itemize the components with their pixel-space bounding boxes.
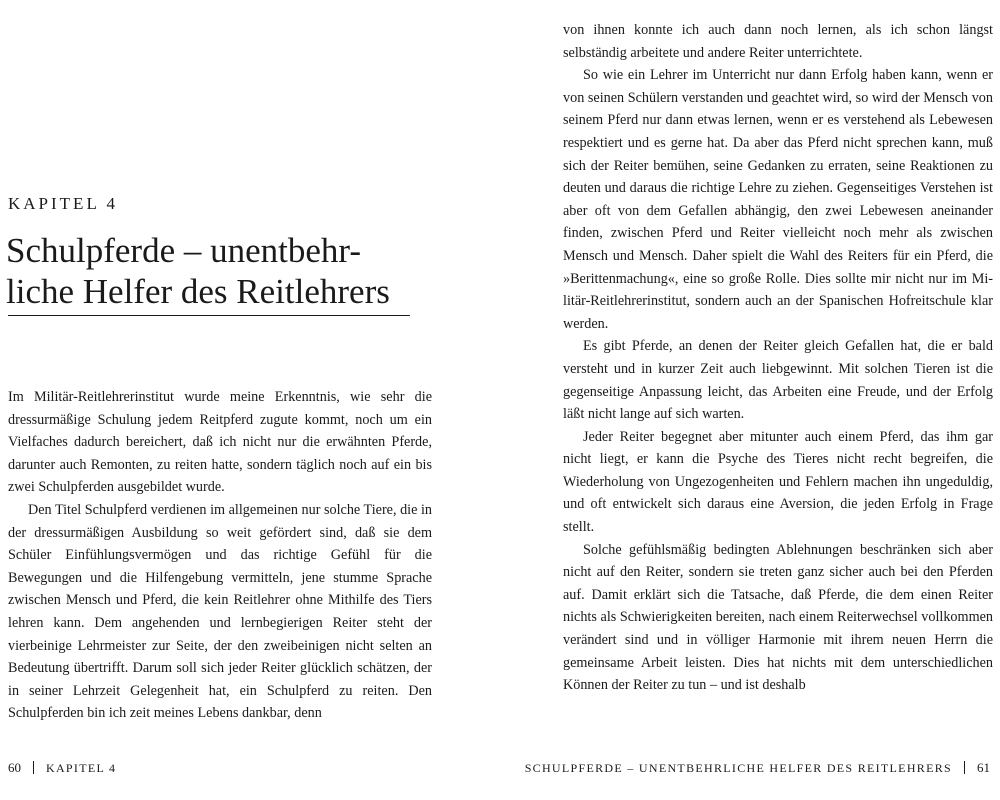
paragraph: Im Militär-Reitlehrerinstitut wurde meine Erkenntnis, wie sehr die dressurmäßige Schulung jedem Reitpferd zugute kommt, noch um ein Vielfaches dadurch bereichert, daß ich nicht nur die erwähnten Pferde, darunter auch Remonten, zu reiten hatte, sondern täglich noch auf ein bis zwei Schulpferden ausgebildet wurde. [8, 389, 432, 496]
paragraph: Es gibt Pferde, an denen der Reiter gleich Gefallen hat, die er bald versteht und in kurzer Zeit auch liebgewinnt. Mit solchen Tieren ist die gegenseitige Anpassung leicht, das Arbeiten eine Freude, und der Erfolg läßt nicht lange auf sich warten. [563, 338, 993, 423]
running-head: KAPITEL 4 [46, 761, 117, 775]
right-footer [525, 760, 990, 776]
chapter-title-line: liche Helfer des Reitlehrers [6, 272, 390, 311]
chapter-label: KAPITEL 4 [8, 194, 118, 213]
page-number: 61 [977, 760, 990, 775]
left-footer [8, 760, 116, 776]
page-number: 60 [8, 760, 21, 775]
chapter-title [6, 230, 426, 312]
paragraph: von ihnen konnte ich auch dann noch lernen, als ich schon längst selbständig arbeitete und andere Reiter unterrichtete. [563, 22, 993, 61]
running-head: SCHULPFERDE – UNENTBEHRLICHE HELFER DES REITLEHRERS [524, 761, 952, 775]
right-body-text [563, 19, 993, 697]
right-page [500, 0, 1000, 800]
title-underline [8, 315, 410, 316]
paragraph: So wie ein Lehrer im Unterricht nur dann Erfolg haben kann, wenn er von seinen Schülern verstanden und geachtet wird, so wird der Mensch von seinem Pferd nur dann etwas lernen, wenn er es verstehend als Lebewesen respektiert und es gerne hat. Da aber das Pferd nicht sprechen kann, muß sich der Reiter bemühen, seine Gedanken zu erraten, seine Reaktionen zu deuten und daraus die richtige Lehre zu ziehen. Gegenseitiges Verstehen ist aber oft von dem Gefallen abhängig, den zwei Lebewesen aneinander finden, zwischen Pferd und Reiter vielleicht noch mehr als zwischen Mensch und Mensch. Daher spielt die Wahl des Reiters für ein Pferd, die »Berittenmachung«, eine so große Rolle. Dies sollte mir nicht nur im Militär-Reitlehrerinstitut, sondern auch an der Spanischen Hofreitschule klar werden. [563, 67, 993, 332]
paragraph: Solche gefühlsmäßig bedingten Ablehnungen beschränken sich aber nicht auf den Reiter, sondern sie treten ganz sicher auch bei den Pferden auf. Damit erklärt sich die Tatsache, daß Pferde, die dem einen Reiter nichts als Schwierigkeiten bereiten, nach einem Reiterwechsel vollkommen verändert sind und in völliger Harmonie mit ihrem neuen Herrn die gemeinsame Arbeit leisten. Dies hat nichts mit dem unterschiedlichen Können der Reiter zu tun – und ist deshalb [563, 541, 993, 694]
footer-divider [964, 761, 965, 774]
left-body-text [8, 386, 432, 725]
footer-divider [33, 761, 34, 774]
paragraph: Jeder Reiter begegnet aber mitunter auch einem Pferd, das ihm gar nicht liegt, er kann die Psyche des Tieres nicht recht begreifen, die Wiederholung von Ungezogenheiten und Fehlern machen ihn ungeduldig, und oft entwickelt sich daraus eine Aversion, die jeden Erfolg in Frage stellt. [563, 428, 993, 536]
paragraph: Den Titel Schulpferd verdienen im allgemeinen nur solche Tiere, die in der dressurmäßigen Ausbildung so weit gefördert sind, daß sie dem Schüler Einfühlungsvermögen und das richtige Gefühl für die Bewegungen und die Hilfengebung vermitteln, jene stumme Sprache zwischen Mensch und Pferd, die kein Reitlehrer ohne Mithilfe des Tiers lehren kann. Dem angehenden und lernbegierigen Reiter steht der vierbeinige Lehrmeister zur Seite, der den zweibeinigen nicht selten an Bedeutung übertrifft. Darum soll sich jeder Reiter glücklich schätzen, der in seiner Lehrzeit Gelegenheit hat, ein Schulpferd zu reiten. Den Schulpferden bin ich zeit meines Lebens dankbar, denn [8, 501, 432, 722]
chapter-title-line: Schulpferde – unentbehr- [6, 231, 362, 270]
